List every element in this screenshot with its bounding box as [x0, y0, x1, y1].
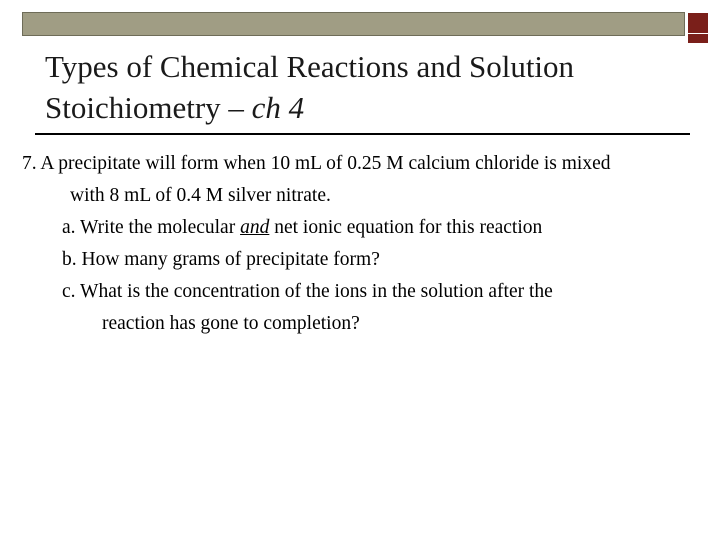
slide-title-line2	[45, 87, 695, 128]
part-a	[22, 212, 712, 244]
part-b: b. How many grams of precipitate form?	[62, 249, 380, 270]
part-c-line2: reaction has gone to completion?	[102, 313, 360, 334]
part-a-prefix: a. Write the molecular	[62, 217, 241, 238]
question-line2: with 8 mL of 0.4 M silver nitrate.	[70, 185, 331, 206]
header-decoration-bar	[22, 12, 685, 36]
part-c-line1: c. What is the concentration of the ions in the solution after the	[62, 281, 553, 302]
slide-title-chapter: ch 4	[251, 90, 305, 125]
part-a-suffix: net ionic equation for this reaction	[269, 217, 543, 238]
title-divider	[35, 133, 690, 135]
question-line1: 7. A precipitate will form when 10 mL of 0.25 M calcium chloride is mixed	[22, 153, 611, 174]
slide-title-line1: Types of Chemical Reactions and Solution	[45, 49, 575, 84]
slide-body	[22, 148, 712, 340]
header-accent-square	[688, 13, 708, 33]
slide-title-line2-text: Stoichiometry –	[45, 90, 252, 125]
slide-title	[45, 46, 695, 128]
part-a-emphasis: and	[240, 217, 270, 238]
header-accent-square-lower	[688, 34, 708, 43]
